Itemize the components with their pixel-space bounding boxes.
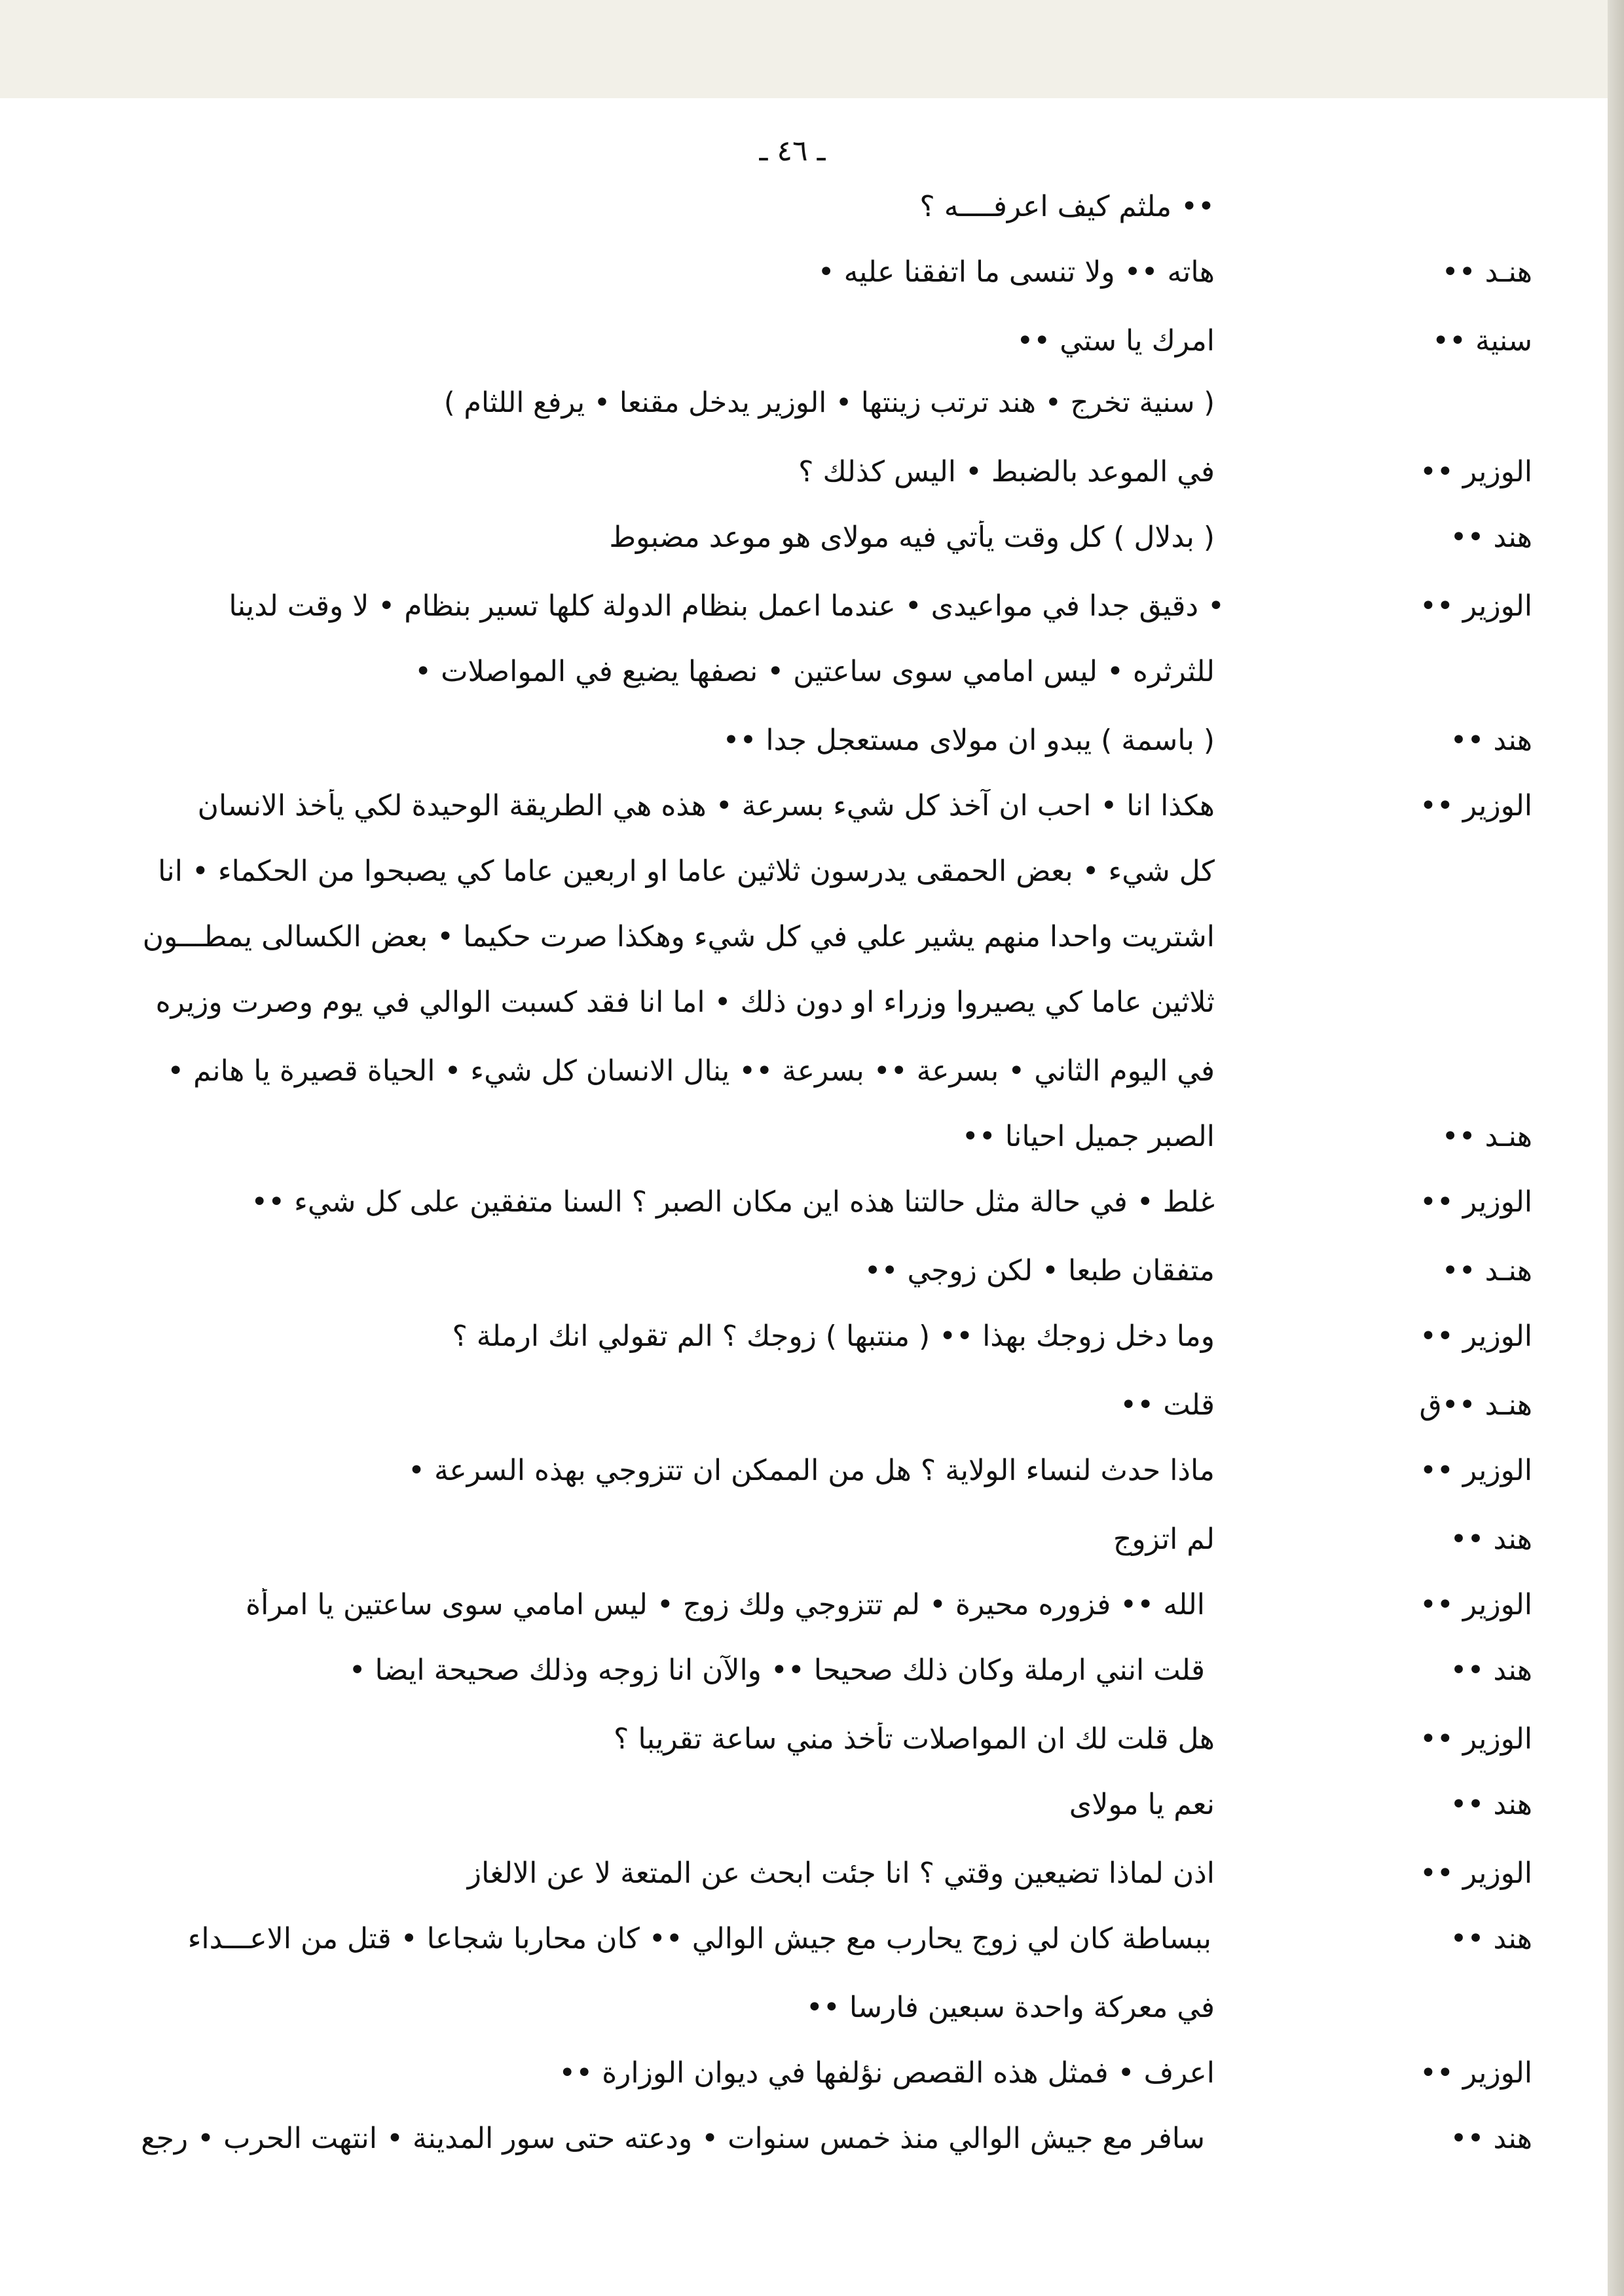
speaker-name: هند •• bbox=[1450, 724, 1532, 757]
speaker-name: الوزير •• bbox=[1419, 1857, 1532, 1890]
speaker-name: الوزير •• bbox=[1419, 789, 1532, 823]
dialogue-text: اعرف • فمثل هذه القصص نؤلفها في ديوان الوزارة •• bbox=[559, 2056, 1215, 2090]
dialogue-text: ببساطة كان لي زوج يحارب مع جيش الوالي •• كان محاربا شجاعا • قتل من الاعـــداء bbox=[187, 1922, 1211, 1955]
speaker-name: هند •• bbox=[1450, 1922, 1532, 1955]
speaker-name: سنية •• bbox=[1432, 324, 1532, 358]
dialogue-text: وما دخل زوجك بهذا •• ( منتبها ) زوجك ؟ الم تقولي انك ارملة ؟ bbox=[452, 1320, 1215, 1353]
stage-direction: ( سنية تخرج • هند ترتب زينتها • الوزير يدخل مقنعا • يرفع اللثام ) bbox=[443, 386, 1215, 419]
dialogue-text: ( باسمة ) يبدو ان مولاى مستعجل جدا •• bbox=[722, 724, 1215, 757]
speaker-name: هند •• bbox=[1450, 2122, 1532, 2155]
dialogue-text: اشتريت واحدا منهم يشير علي في كل شيء وهكذا صرت حكيما • بعض الكسالى يمطـــون bbox=[142, 920, 1215, 954]
speaker-name: هنـد •• bbox=[1441, 1254, 1532, 1287]
speaker-name: الوزير •• bbox=[1419, 1185, 1532, 1219]
dialogue-text: سافر مع جيش الوالي منذ خمس سنوات • ودعته حتى سور المدينة • انتهت الحرب • رجع bbox=[141, 2122, 1205, 2155]
speaker-name: هند •• bbox=[1450, 1788, 1532, 1821]
speaker-name: هند •• bbox=[1450, 1523, 1532, 1556]
dialogue-text: كل شيء • بعض الحمقى يدرسون ثلاثين عاما او اربعين عاما كي يصبحوا من الحكماء • انا bbox=[158, 855, 1215, 888]
speaker-name: هنـد •• bbox=[1441, 255, 1532, 289]
speaker-name: هنـد ••ق bbox=[1419, 1388, 1532, 1422]
dialogue-text: الله •• فزوره محيرة • لم تتزوجي ولك زوج • ليس امامي سوى ساعتين يا امرأة bbox=[246, 1588, 1205, 1621]
dialogue-text: متفقان طبعا • لكن زوجي •• bbox=[864, 1254, 1215, 1287]
dialogue-text: قلت انني ارملة وكان ذلك صحيحا •• والآن انا زوجه وذلك صحيحة ايضا • bbox=[348, 1654, 1205, 1687]
dialogue-text: امرك يا ستي •• bbox=[1016, 324, 1215, 358]
dialogue-text: في الموعد بالضبط • اليس كذلك ؟ bbox=[798, 455, 1215, 489]
binding-edge bbox=[1608, 0, 1624, 2296]
speaker-name: الوزير •• bbox=[1419, 1722, 1532, 1756]
dialogue-text: الصبر جميل احيانا •• bbox=[961, 1120, 1215, 1153]
dialogue-text: في اليوم الثاني • بسرعة •• بسرعة •• ينال الانسان كل شيء • الحياة قصيرة يا هانم • bbox=[167, 1054, 1215, 1088]
dialogue-text: •• ملثم كيف اعرفــــه ؟ bbox=[919, 190, 1215, 223]
speaker-name: الوزير •• bbox=[1419, 1588, 1532, 1621]
dialogue-text: • دقيق جدا في مواعيدى • عندما اعمل بنظام الدولة كلها تسير بنظام • لا وقت لدينا bbox=[229, 589, 1225, 623]
speaker-name: الوزير •• bbox=[1419, 2056, 1532, 2090]
speaker-name: الوزير •• bbox=[1419, 1320, 1532, 1353]
speaker-name: الوزير •• bbox=[1419, 455, 1532, 489]
dialogue-text: ماذا حدث لنساء الولاية ؟ هل من الممكن ان تتزوجي بهذه السرعة • bbox=[408, 1454, 1215, 1487]
speaker-name: هند •• bbox=[1450, 521, 1532, 554]
dialogue-text: نعم يا مولاى bbox=[1069, 1788, 1215, 1821]
dialogue-text: اذن لماذا تضيعين وقتي ؟ انا جئت ابحث عن المتعة لا عن الالغاز bbox=[467, 1857, 1215, 1890]
dialogue-text: قلت •• bbox=[1120, 1388, 1215, 1422]
dialogue-text: غلط • في حالة مثل حالتنا هذه اين مكان الصبر ؟ السنا متفقين على كل شيء •• bbox=[251, 1185, 1215, 1219]
speaker-name: الوزير •• bbox=[1419, 1454, 1532, 1487]
dialogue-text: هل قلت لك ان المواصلات تأخذ مني ساعة تقريبا ؟ bbox=[614, 1722, 1215, 1756]
dialogue-text: للثرثره • ليس امامي سوى ساعتين • نصفها يضيع في المواصلات • bbox=[415, 655, 1215, 688]
dialogue-text: ( بدلال ) كل وقت يأتي فيه مولاى هو موعد مضبوط bbox=[609, 521, 1215, 554]
speaker-name: هنـد •• bbox=[1441, 1120, 1532, 1153]
page-number: ـ ٤٦ ـ bbox=[759, 134, 826, 168]
dialogue-text: في معركة واحدة سبعين فارسا •• bbox=[805, 1991, 1215, 2024]
dialogue-text: هكذا انا • احب ان آخذ كل شيء بسرعة • هذه هي الطريقة الوحيدة لكي يأخذ الانسان bbox=[197, 789, 1215, 823]
speaker-name: الوزير •• bbox=[1419, 589, 1532, 623]
dialogue-text: ثلاثين عاما كي يصيروا وزراء او دون ذلك • اما انا فقد كسبت الوالي في يوم وصرت وزيره bbox=[155, 986, 1215, 1019]
dialogue-text: لم اتزوج bbox=[1113, 1523, 1215, 1556]
dialogue-text: هاته •• ولا تنسى ما اتفقنا عليه • bbox=[817, 255, 1215, 289]
speaker-name: هند •• bbox=[1450, 1654, 1532, 1687]
